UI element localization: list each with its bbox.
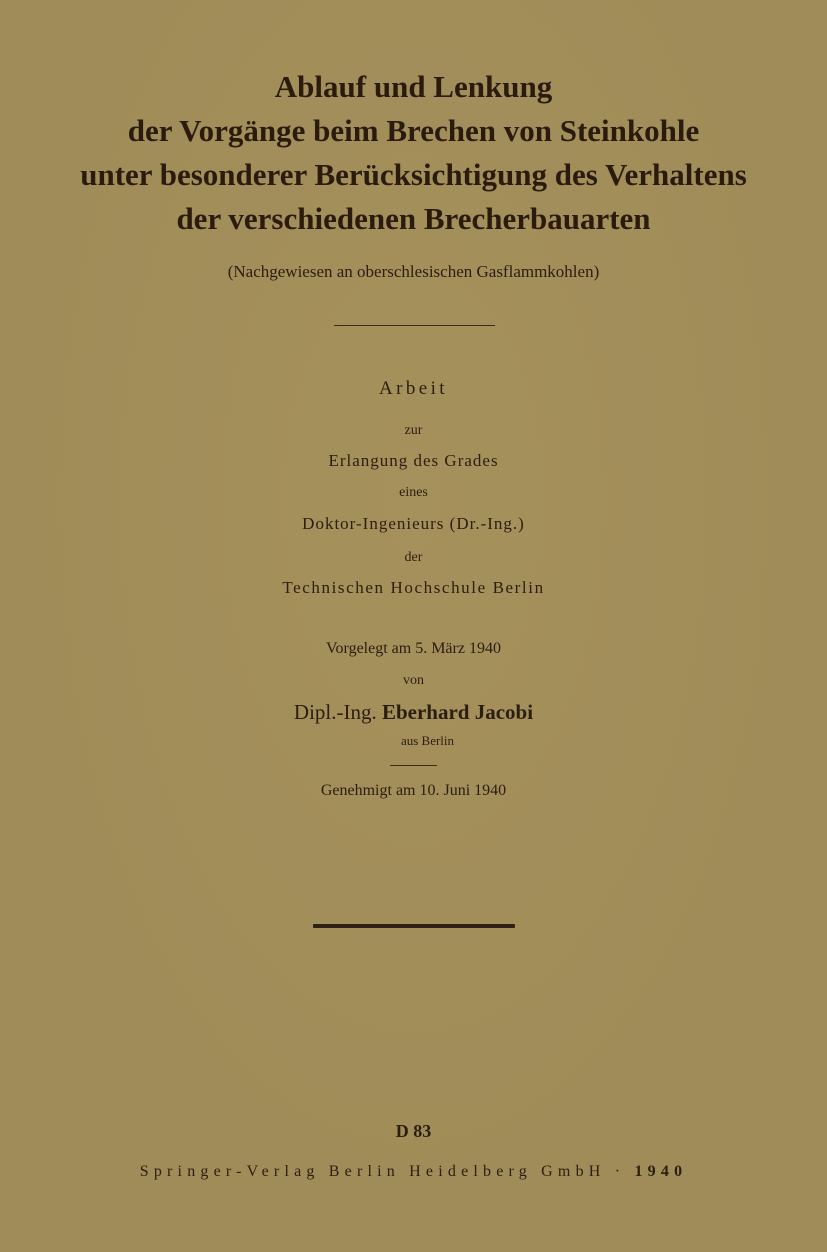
publisher-separator: · <box>614 1163 626 1180</box>
divider-rule <box>334 325 495 326</box>
title-line-3: unter besonderer Berücksichtigung des Verhaltens <box>80 157 747 192</box>
author-name: Eberhard Jacobi <box>381 700 534 724</box>
thesis-institution: Technischen Hochschule Berlin <box>282 578 545 597</box>
subtitle: (Nachgewiesen an oberschlesischen Gasflammkohlen) <box>227 262 600 281</box>
approval-date: Genehmigt am 10. Juni 1940 <box>320 782 507 799</box>
publisher-year: 1940 <box>634 1163 688 1180</box>
thesis-degree: Doktor-Ingenieurs (Dr.-Ing.) <box>302 514 525 533</box>
author-line <box>0 700 827 725</box>
author-prefix: Dipl.-Ing. <box>293 700 377 724</box>
series-code: D 83 <box>395 1121 432 1141</box>
thesis-eines: eines <box>399 485 428 500</box>
thesis-der: der <box>404 550 423 565</box>
thesis-erlangung: Erlangung des Grades <box>328 451 499 470</box>
thesis-arbeit: Arbeit <box>379 378 448 399</box>
title-line-4: der verschiedenen Brecherbauarten <box>176 201 651 236</box>
publisher-name: Springer-Verlag Berlin Heidelberg GmbH <box>139 1163 606 1180</box>
submission-date: Vorgelegt am 5. März 1940 <box>326 640 501 657</box>
author-origin: aus Berlin <box>400 733 455 748</box>
submission-von: von <box>403 673 424 688</box>
title-line-1: Ablauf und Lenkung <box>274 69 553 104</box>
title-line-2: der Vorgänge beim Brechen von Steinkohle <box>127 113 700 148</box>
short-divider-rule <box>390 765 437 766</box>
thesis-zur: zur <box>404 423 423 438</box>
thick-divider-rule <box>313 924 515 928</box>
publisher-line <box>0 1163 827 1181</box>
